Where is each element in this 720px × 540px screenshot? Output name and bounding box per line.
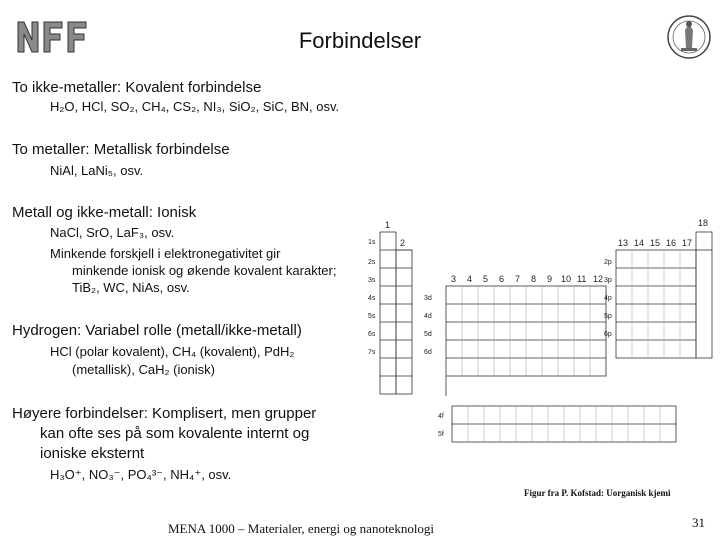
block-label-4p: 4p xyxy=(604,295,612,302)
section-complex-heading-line3: ioniske eksternt xyxy=(40,445,145,462)
group-16-label: 16 xyxy=(666,238,677,248)
group-9-label: 9 xyxy=(547,274,553,284)
block-label-1s: 1s xyxy=(368,239,376,246)
block-label-2p: 2p xyxy=(604,259,612,266)
block-label-3d: 3d xyxy=(424,295,432,302)
block-label-5f: 5f xyxy=(438,431,444,438)
section-complex-heading-line1: Høyere forbindelser: Komplisert, men grupper xyxy=(12,405,317,422)
footer-course: MENA 1000 – Materialer, energi og nanoteknologi xyxy=(168,521,435,536)
block-label-6d: 6d xyxy=(424,349,432,356)
group-17-label: 17 xyxy=(682,238,693,248)
group-7-label: 7 xyxy=(515,274,521,284)
block-label-3p: 3p xyxy=(604,277,612,284)
section-covalent-heading: To ikke-metaller: Kovalent forbindelse xyxy=(12,79,262,96)
block-label-3s: 3s xyxy=(368,277,376,284)
block-label-4d: 4d xyxy=(424,313,432,320)
group-12-label: 12 xyxy=(593,274,604,284)
section-ionic-note-line1: Minkende forskjell i elektronegativitet gir xyxy=(50,246,281,261)
section-ionic-heading: Metall og ikke-metall: Ionisk xyxy=(12,204,197,221)
block-label-6s: 6s xyxy=(368,331,376,338)
page-number: 31 xyxy=(692,515,705,530)
figure-credit: Figur fra P. Kofstad: Uorganisk kjemi xyxy=(524,488,671,498)
block-label-5p: 5p xyxy=(604,313,612,320)
section-hydrogen-examples-line1: HCl (polar kovalent), CH₄ (kovalent), PdH₂ xyxy=(50,344,295,359)
section-complex-examples: H₃O⁺, NO₃⁻, PO₄³⁻, NH₄⁺, osv. xyxy=(50,467,232,482)
page-title: Forbindelser xyxy=(298,28,422,53)
group-3-label: 3 xyxy=(451,274,457,284)
section-hydrogen-examples-line2: (metallisk), CaH₂ (ionisk) xyxy=(72,362,216,377)
group-2-label: 2 xyxy=(400,238,406,248)
group-18-label: 18 xyxy=(698,218,709,228)
section-metallic-examples: NiAl, LaNi₅, osv. xyxy=(50,163,144,178)
block-label-4s: 4s xyxy=(368,295,376,302)
block-label-6p: 6p xyxy=(604,331,612,338)
group-4-label: 4 xyxy=(467,274,473,284)
periodic-table-figure xyxy=(360,214,716,464)
block-label-7s: 7s xyxy=(368,349,376,356)
group-15-label: 15 xyxy=(650,238,661,248)
section-metallic-heading: To metaller: Metallisk forbindelse xyxy=(12,141,230,158)
section-covalent-examples: H₂O, HCl, SO₂, CH₄, CS₂, NI₃, SiO₂, SiC, BN, osv. xyxy=(50,99,340,114)
section-ionic-note-line2: minkende ionisk og økende kovalent karakter; xyxy=(72,263,337,278)
block-label-2s: 2s xyxy=(368,259,376,266)
section-complex-heading-line2: kan ofte ses på som kovalente internt og xyxy=(40,425,310,442)
group-8-label: 8 xyxy=(531,274,537,284)
group-14-label: 14 xyxy=(634,238,645,248)
block-label-5d: 5d xyxy=(424,331,432,338)
university-seal xyxy=(666,10,712,64)
block-label-5s: 5s xyxy=(368,313,376,320)
section-hydrogen-heading: Hydrogen: Variabel rolle (metall/ikke-metall) xyxy=(12,322,302,339)
group-11-label: 11 xyxy=(577,274,587,284)
seal-graphic xyxy=(666,10,712,64)
section-ionic-note-line3: TiB₂, WC, NiAs, osv. xyxy=(72,280,190,295)
section-ionic-examples: NaCl, SrO, LaF₃, osv. xyxy=(50,225,175,240)
group-5-label: 5 xyxy=(483,274,489,284)
group-13-label: 13 xyxy=(618,238,629,248)
group-6-label: 6 xyxy=(499,274,505,284)
block-label-4f: 4f xyxy=(438,413,444,420)
group-1-label: 1 xyxy=(385,220,391,230)
group-10-label: 10 xyxy=(561,274,572,284)
